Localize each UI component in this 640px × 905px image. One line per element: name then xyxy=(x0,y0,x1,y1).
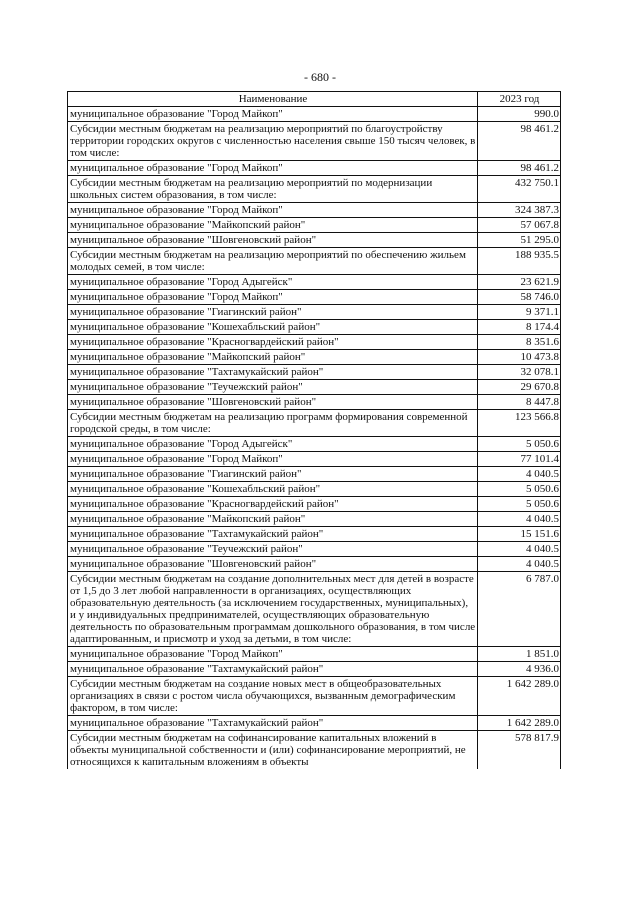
row-value: 15 151.6 xyxy=(478,527,561,542)
table-row xyxy=(68,527,561,542)
table-row xyxy=(68,350,561,365)
table-row xyxy=(68,335,561,350)
row-value: 1 642 289.0 xyxy=(478,677,561,716)
row-value: 98 461.2 xyxy=(478,161,561,176)
row-name: муниципальное образование "Майкопский район" xyxy=(68,512,478,527)
table-row xyxy=(68,731,561,770)
table-row xyxy=(68,320,561,335)
row-name: муниципальное образование "Тахтамукайский район" xyxy=(68,662,478,677)
row-value: 1 851.0 xyxy=(478,647,561,662)
table-row xyxy=(68,572,561,647)
row-name: муниципальное образование "Гиагинский район" xyxy=(68,305,478,320)
row-name: муниципальное образование "Шовгеновский район" xyxy=(68,395,478,410)
row-name: муниципальное образование "Город Адыгейск" xyxy=(68,437,478,452)
table-row xyxy=(68,647,561,662)
row-name: муниципальное образование "Тахтамукайский район" xyxy=(68,365,478,380)
row-name: Субсидии местным бюджетам на реализацию мероприятий по благоустройству территории городских округов с численностью населения свыше 150 тысяч человек, в том числе: xyxy=(68,122,478,161)
row-name: Субсидии местным бюджетам на софинансирование капитальных вложений в объекты муниципальной собственности и (или) софинансирование мероприятий, не относящихся к капитальным вложениям в объекты xyxy=(68,731,478,770)
row-value: 77 101.4 xyxy=(478,452,561,467)
table-row xyxy=(68,380,561,395)
table-row xyxy=(68,452,561,467)
table-row xyxy=(68,290,561,305)
row-value: 23 621.9 xyxy=(478,275,561,290)
table-row xyxy=(68,161,561,176)
table-row xyxy=(68,218,561,233)
row-name: муниципальное образование "Кошехабльский район" xyxy=(68,482,478,497)
row-value: 57 067.8 xyxy=(478,218,561,233)
row-value: 8 174.4 xyxy=(478,320,561,335)
table-row xyxy=(68,122,561,161)
table-row xyxy=(68,365,561,380)
row-value: 4 936.0 xyxy=(478,662,561,677)
row-name: муниципальное образование "Майкопский район" xyxy=(68,218,478,233)
table-row xyxy=(68,677,561,716)
row-name: Субсидии местным бюджетам на реализацию мероприятий по модернизации школьных систем образования, в том числе: xyxy=(68,176,478,203)
row-value: 32 078.1 xyxy=(478,365,561,380)
row-value: 4 040.5 xyxy=(478,467,561,482)
row-value: 432 750.1 xyxy=(478,176,561,203)
row-name: муниципальное образование "Красногвардейский район" xyxy=(68,497,478,512)
row-name: муниципальное образование "Город Майкоп" xyxy=(68,161,478,176)
table-row xyxy=(68,716,561,731)
row-name: муниципальное образование "Город Майкоп" xyxy=(68,107,478,122)
row-value: 4 040.5 xyxy=(478,542,561,557)
row-name: Субсидии местным бюджетам на реализацию мероприятий по обеспечению жильем молодых семей, в том числе: xyxy=(68,248,478,275)
page-number: - 680 - xyxy=(304,70,336,84)
table-row xyxy=(68,248,561,275)
row-value: 6 787.0 xyxy=(478,572,561,647)
row-value: 188 935.5 xyxy=(478,248,561,275)
table-row xyxy=(68,305,561,320)
row-name: муниципальное образование "Город Майкоп" xyxy=(68,647,478,662)
row-value: 4 040.5 xyxy=(478,557,561,572)
table-row xyxy=(68,512,561,527)
row-value: 5 050.6 xyxy=(478,437,561,452)
table-row xyxy=(68,662,561,677)
table-row xyxy=(68,410,561,437)
row-name: Субсидии местным бюджетам на создание дополнительных мест для детей в возрасте от 1,5 до 3 лет любой направленности в организациях, осуществляющих образовательную деятельность (за исключением государственных, муниципальных), и у индивидуальных предпринимателей, осуществляющих образовательную деятельность по образовательным программам дошкольного образования, в том числе адаптированным, и присмотр и уход за детьми, в том числе: xyxy=(68,572,478,647)
budget-table xyxy=(67,91,561,769)
row-name: муниципальное образование "Кошехабльский район" xyxy=(68,320,478,335)
row-value: 8 447.8 xyxy=(478,395,561,410)
row-name: муниципальное образование "Шовгеновский район" xyxy=(68,557,478,572)
row-value: 5 050.6 xyxy=(478,497,561,512)
row-name: муниципальное образование "Город Майкоп" xyxy=(68,452,478,467)
row-name: муниципальное образование "Красногвардейский район" xyxy=(68,335,478,350)
row-value: 10 473.8 xyxy=(478,350,561,365)
table-body xyxy=(68,107,561,770)
row-value: 990.0 xyxy=(478,107,561,122)
row-value: 1 642 289.0 xyxy=(478,716,561,731)
table-row xyxy=(68,467,561,482)
row-value: 578 817.9 xyxy=(478,731,561,770)
row-value: 98 461.2 xyxy=(478,122,561,161)
row-value: 123 566.8 xyxy=(478,410,561,437)
row-value: 51 295.0 xyxy=(478,233,561,248)
row-name: Субсидии местным бюджетам на создание новых мест в общеобразовательных организациях в связи с ростом числа обучающихся, вызванным демографическим фактором, в том числе: xyxy=(68,677,478,716)
table-row xyxy=(68,233,561,248)
table-row xyxy=(68,557,561,572)
row-name: муниципальное образование "Гиагинский район" xyxy=(68,467,478,482)
row-name: муниципальное образование "Теучежский район" xyxy=(68,380,478,395)
row-value: 29 670.8 xyxy=(478,380,561,395)
table-row xyxy=(68,275,561,290)
row-name: муниципальное образование "Город Адыгейск" xyxy=(68,275,478,290)
row-name: муниципальное образование "Город Майкоп" xyxy=(68,290,478,305)
table-row xyxy=(68,497,561,512)
row-value: 5 050.6 xyxy=(478,482,561,497)
row-name: муниципальное образование "Майкопский район" xyxy=(68,350,478,365)
header-name: Наименование xyxy=(68,92,478,107)
table-row xyxy=(68,176,561,203)
row-name: муниципальное образование "Шовгеновский район" xyxy=(68,233,478,248)
table-row xyxy=(68,395,561,410)
row-name: муниципальное образование "Тахтамукайский район" xyxy=(68,716,478,731)
row-name: муниципальное образование "Тахтамукайский район" xyxy=(68,527,478,542)
table-row xyxy=(68,482,561,497)
table-row xyxy=(68,107,561,122)
header-year: 2023 год xyxy=(478,92,561,107)
row-value: 9 371.1 xyxy=(478,305,561,320)
row-name: муниципальное образование "Теучежский район" xyxy=(68,542,478,557)
row-value: 8 351.6 xyxy=(478,335,561,350)
table-header-row xyxy=(68,92,561,107)
row-name: Субсидии местным бюджетам на реализацию программ формирования современной городской среды, в том числе: xyxy=(68,410,478,437)
table-row xyxy=(68,203,561,218)
row-value: 4 040.5 xyxy=(478,512,561,527)
table-row xyxy=(68,542,561,557)
row-value: 324 387.3 xyxy=(478,203,561,218)
row-name: муниципальное образование "Город Майкоп" xyxy=(68,203,478,218)
table-row xyxy=(68,437,561,452)
row-value: 58 746.0 xyxy=(478,290,561,305)
